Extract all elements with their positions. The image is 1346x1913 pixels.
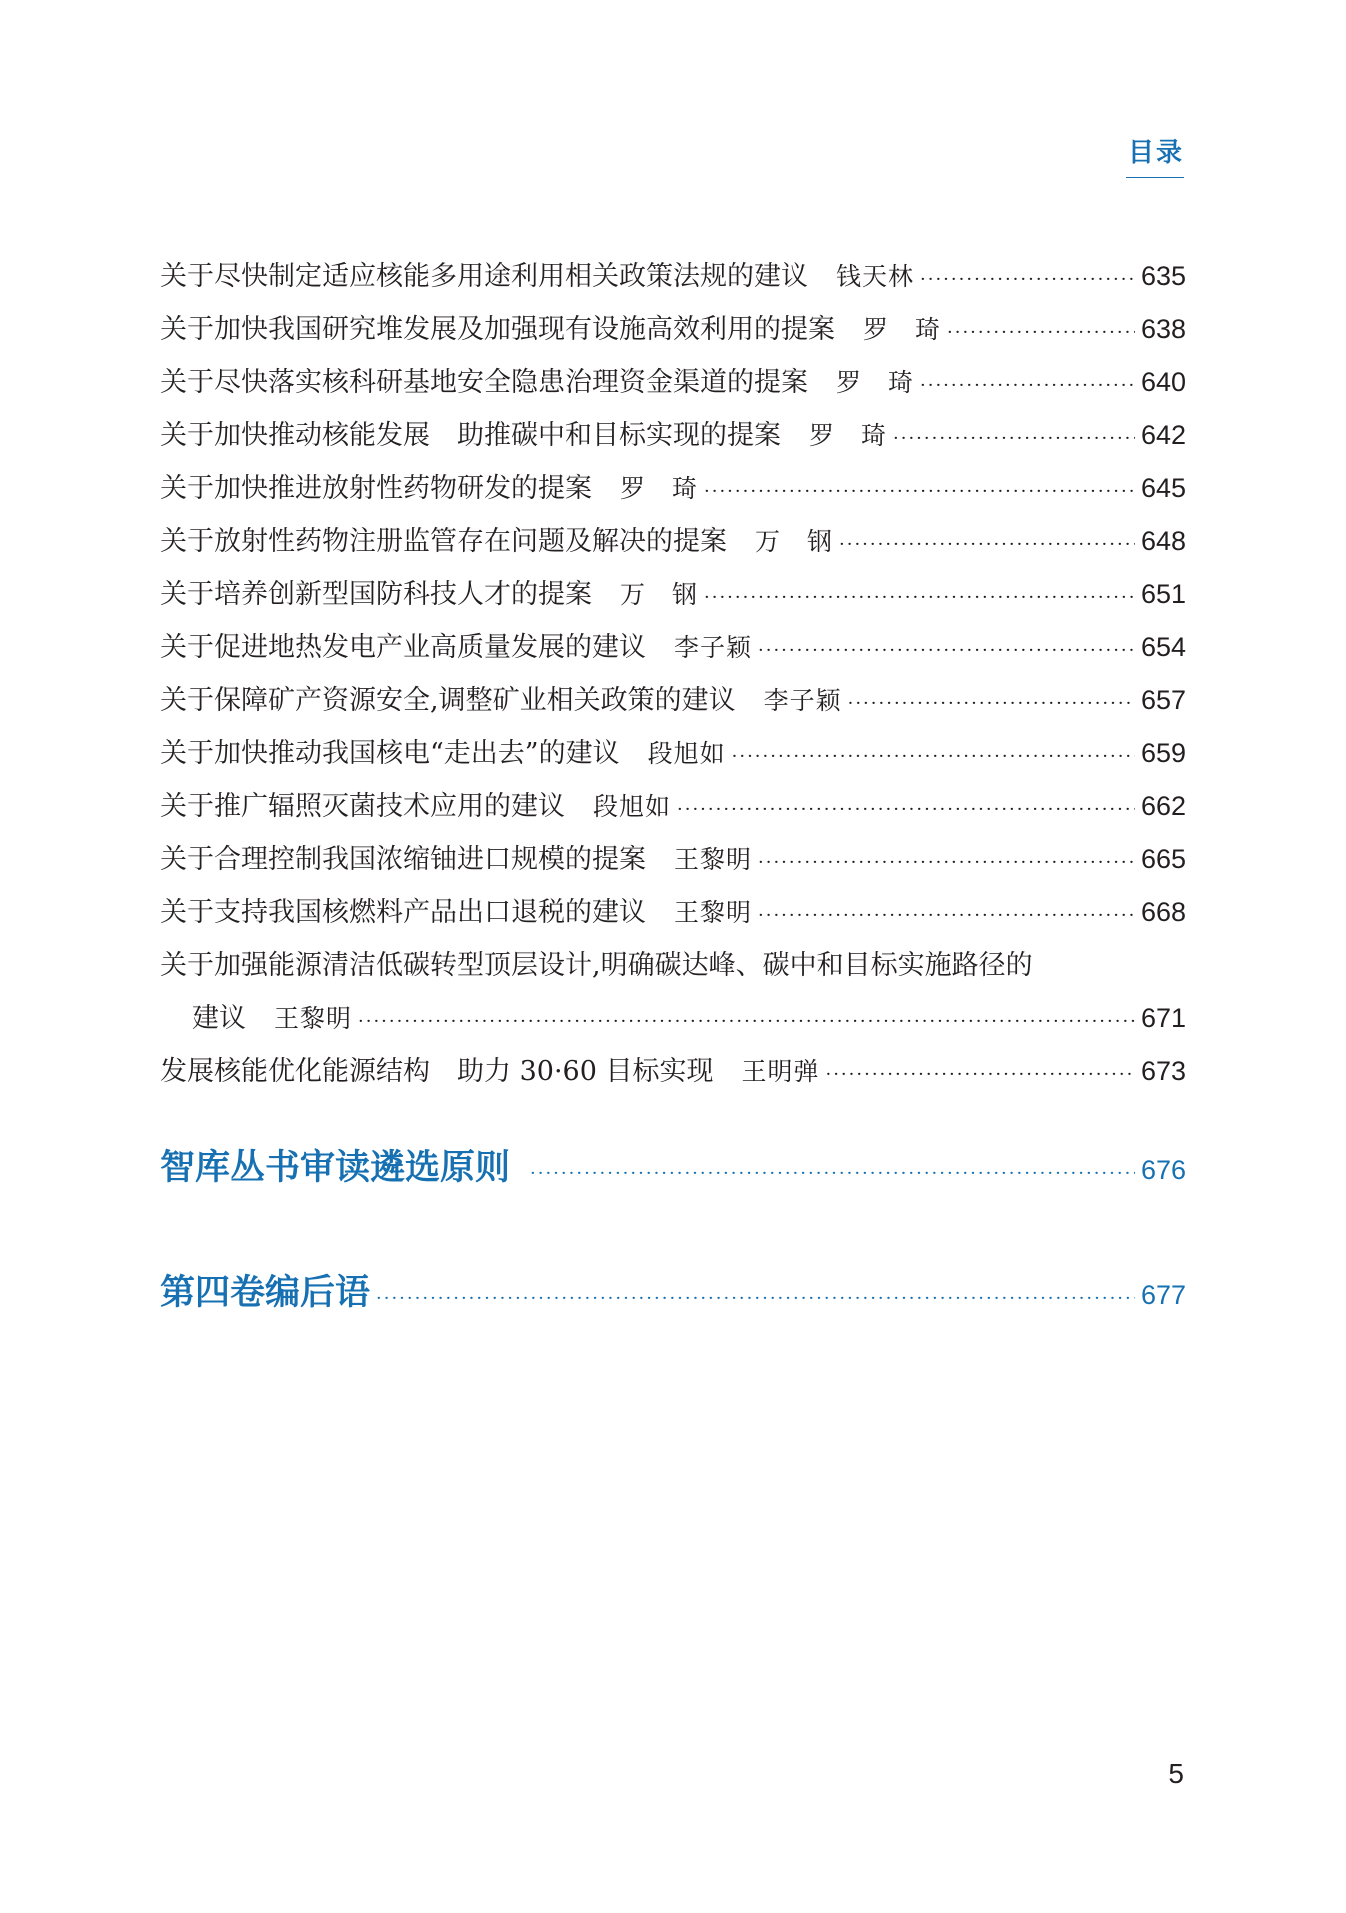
- dot-leader: [920, 253, 1135, 306]
- dot-leader: [704, 465, 1135, 518]
- toc-entry[interactable]: [160, 462, 1186, 515]
- toc-entry[interactable]: [160, 303, 1186, 356]
- dot-leader: [920, 359, 1135, 412]
- entry-page: 654: [1140, 632, 1186, 662]
- dot-leader: [677, 783, 1135, 836]
- running-header: [1126, 132, 1184, 178]
- dot-leader: [825, 1048, 1134, 1101]
- section-title: 智库丛书审读遴选原则: [160, 1148, 511, 1188]
- entry-author: 李子颖: [763, 686, 842, 715]
- dot-leader: [376, 1288, 1135, 1309]
- entry-page: 673: [1140, 1056, 1186, 1086]
- entry-page: 657: [1140, 685, 1186, 715]
- entry-author: 罗 琦: [809, 421, 888, 450]
- toc-entry[interactable]: [160, 621, 1186, 674]
- dot-leader: [530, 1163, 1135, 1184]
- entry-title: 关于加快推动核能发展 助推碳中和目标实现的提案: [160, 420, 781, 451]
- entry-page: 665: [1140, 844, 1186, 874]
- toc-section-heading[interactable]: [160, 1140, 1186, 1190]
- entry-author: 钱天林: [836, 262, 915, 291]
- entry-page: 662: [1140, 791, 1186, 821]
- dot-leader: [704, 571, 1135, 624]
- entry-page: 651: [1140, 579, 1186, 609]
- dot-leader: [758, 836, 1135, 889]
- header-title: 目录: [1127, 138, 1184, 168]
- entry-page: 638: [1140, 314, 1186, 344]
- toc-entry[interactable]: [160, 515, 1186, 568]
- entry-title: 关于加快我国研究堆发展及加强现有设施高效利用的提案: [160, 314, 835, 345]
- entry-title: 关于加快推动我国核电“走出去”的建议: [160, 738, 620, 769]
- entry-author: 万 钢: [755, 527, 834, 556]
- entry-title: 关于加强能源清洁低碳转型顶层设计,明确碳达峰、碳中和目标实施路径的: [160, 950, 1033, 981]
- entry-title: 关于培养创新型国防科技人才的提案: [160, 579, 592, 610]
- entry-title: 关于合理控制我国浓缩铀进口规模的提案: [160, 844, 646, 875]
- entry-page: 642: [1140, 420, 1186, 450]
- toc-entry[interactable]: [160, 409, 1186, 462]
- toc-entry[interactable]: [160, 568, 1186, 621]
- section-page: 676: [1140, 1155, 1186, 1185]
- dot-leader: [358, 995, 1135, 1048]
- entry-author: 万 钢: [620, 580, 699, 609]
- entry-page: 668: [1140, 897, 1186, 927]
- entry-title: 关于加快推进放射性药物研发的提案: [160, 473, 592, 504]
- dot-leader: [947, 306, 1135, 359]
- entry-author: 王明弹: [741, 1057, 820, 1086]
- entry-author: 段旭如: [647, 739, 726, 768]
- entry-author: 王黎明: [674, 898, 753, 927]
- entry-page: 648: [1140, 526, 1186, 556]
- section-title: 第四卷编后语: [160, 1273, 371, 1313]
- entry-title: 关于保障矿产资源安全,调整矿业相关政策的建议: [160, 685, 736, 716]
- entry-title: 关于尽快制定适应核能多用途利用相关政策法规的建议: [160, 261, 808, 292]
- toc-entry[interactable]: [160, 250, 1186, 303]
- toc-section-heading[interactable]: [160, 1265, 1186, 1315]
- section-page: 677: [1140, 1280, 1186, 1310]
- dot-leader: [839, 518, 1135, 571]
- entry-title: 关于尽快落实核科研基地安全隐患治理资金渠道的提案: [160, 367, 808, 398]
- entry-title: 关于支持我国核燃料产品出口退税的建议: [160, 897, 646, 928]
- header-underline: [1126, 177, 1184, 178]
- entry-title-continuation: 建议: [192, 1003, 246, 1034]
- dot-leader: [732, 730, 1135, 783]
- entry-author: 罗 琦: [863, 315, 942, 344]
- entry-page: 659: [1140, 738, 1186, 768]
- toc-entry-long-line2[interactable]: [160, 992, 1186, 1045]
- toc-entry[interactable]: [160, 1045, 1186, 1098]
- entry-author: 王黎明: [274, 1004, 353, 1033]
- toc-entry[interactable]: [160, 886, 1186, 939]
- toc-entry[interactable]: [160, 833, 1186, 886]
- dot-leader: [848, 677, 1135, 730]
- entry-page: 645: [1140, 473, 1186, 503]
- entry-title: 关于促进地热发电产业高质量发展的建议: [160, 632, 646, 663]
- dot-leader: [758, 624, 1135, 677]
- entry-author: 王黎明: [674, 845, 753, 874]
- page-number: 5: [1168, 1758, 1184, 1789]
- entry-author: 罗 琦: [836, 368, 915, 397]
- entry-author: 段旭如: [593, 792, 672, 821]
- entry-page: 635: [1140, 261, 1186, 291]
- entry-author: 李子颖: [674, 633, 753, 662]
- dot-leader: [893, 412, 1135, 465]
- entry-title: 关于推广辐照灭菌技术应用的建议: [160, 791, 565, 822]
- entry-author: 罗 琦: [620, 474, 699, 503]
- entry-page: 640: [1140, 367, 1186, 397]
- toc-entry-long-line1[interactable]: [160, 939, 1186, 992]
- toc-entry[interactable]: [160, 727, 1186, 780]
- entry-title: 发展核能优化能源结构 助力 30·60 目标实现: [160, 1056, 714, 1087]
- toc-entry[interactable]: [160, 780, 1186, 833]
- dot-leader: [758, 889, 1135, 942]
- entry-page: 671: [1140, 1003, 1186, 1033]
- toc-entry[interactable]: [160, 674, 1186, 727]
- table-of-contents: [160, 250, 1186, 1098]
- toc-entry[interactable]: [160, 356, 1186, 409]
- entry-title: 关于放射性药物注册监管存在问题及解决的提案: [160, 526, 727, 557]
